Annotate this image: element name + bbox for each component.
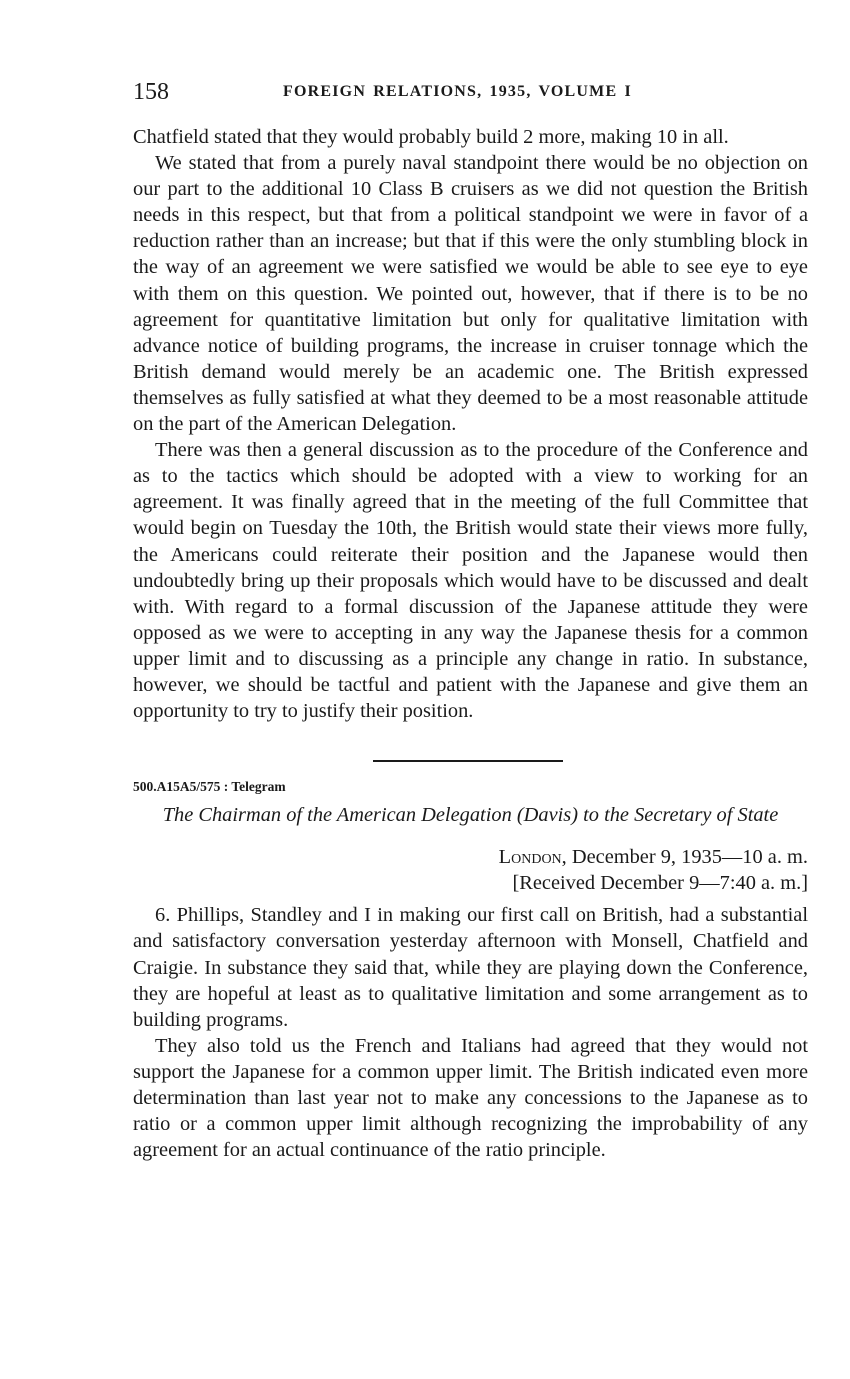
paragraph-naval-standpoint: We stated that from a purely naval standpoint there would be no objection on our part to the additional 10 Class B cruisers as we did not question the British needs in this respect, but that from a political standpoint we were in favor of a reduction rather than an increase; but that if this were the only stumbling block in the way of an agreement we were satisfied we would be able to see eye to eye with them on this question. We pointed out, however, that if there is to be no agreement for quantitative limitation but only for qualitative limitation with advance notice of building programs, the increase in cruiser tonnage which the British demand would merely be an academic one. The British expressed themselves as fully satisfied at what they deemed to be a most reasonable attitude on the part of the American Delegation.: [133, 152, 808, 436]
paragraph-general-discussion: There was then a general discussion as to the procedure of the Conference and as to the tactics which should be adopted with a view to working for an agreement. It was finally agreed that in the meeting of the full Committee that would begin on Tuesday the 10th, the British would state their views more fully, the Americans could reiterate their position and the Japanese would then undoubtedly bring up their proposals which would have to be discussed and dealt with. With regard to a formal discussion of the Japanese attitude they were opposed as we were to accepting in any way the Japanese thesis for a common upper limit and to discussing as a principle any change in ratio. In substance, however, we should be tactful and patient with the Japanese and give them an opportunity to try to justify their position.: [133, 439, 808, 723]
dateline: [133, 844, 808, 870]
document-page: [133, 74, 808, 1163]
dateline-date: , December 9, 1935—10 a. m.: [561, 846, 808, 869]
document-title: The Chairman of the American Delegation (Davis) to the Secretary of State: [162, 804, 779, 827]
file-reference: 500.A15A5/575 : Telegram: [133, 779, 286, 795]
received-line: [Received December 9—7:40 a. m.]: [512, 872, 808, 895]
dateline-place: London: [498, 846, 562, 869]
telegram-paragraph: 6. Phillips, Standley and I in making our first call on British, had a substantial and satisfactory conversation yesterday afternoon with Monsell, Chatfield and Craigie. In substance they said that, while they are playing down the Conference, they are hopeful at least as to qualitative limitation and some arrangement as to building programs.: [133, 904, 808, 1031]
section-divider: [373, 760, 563, 762]
telegram-paragraph: They also told us the French and Italians had agreed that they would not support the Japanese for a common upper limit. The British indicated even more determination than last year not to make any concessions to the Japanese as to ratio or a common upper limit although recognizing the improbability of any agreement for an actual continuance of the ratio principle.: [133, 1034, 808, 1162]
page-number: 158: [133, 79, 169, 105]
paragraph-continuation: Chatfield stated that they would probably build 2 more, making 10 in all.: [133, 126, 729, 148]
page-header: [133, 74, 808, 110]
running-head: FOREIGN RELATIONS, 1935, VOLUME I: [283, 83, 632, 100]
